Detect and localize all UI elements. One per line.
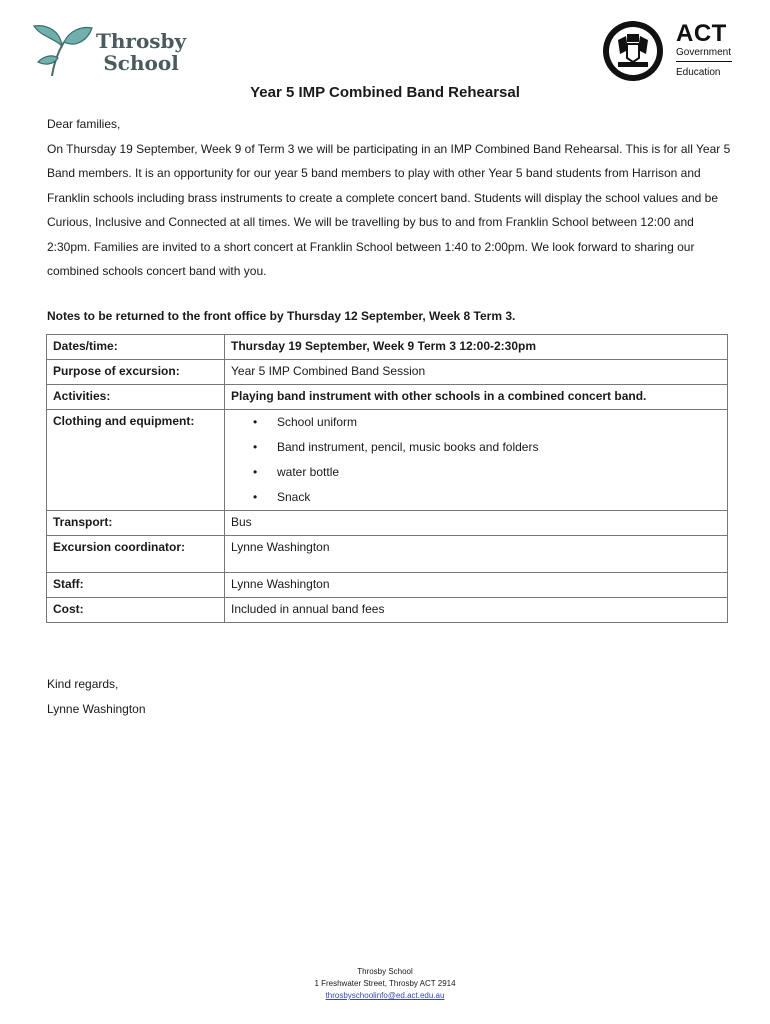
- school-logo-line2: School: [103, 51, 179, 75]
- act-logo-text: ACT: [676, 20, 727, 47]
- table-row: [47, 385, 728, 410]
- activities-label: Activities:: [47, 385, 225, 410]
- staff-value: Lynne Washington: [225, 573, 728, 598]
- footer-address: 1 Freshwater Street, Throsby ACT 2914: [314, 979, 456, 988]
- footer-school: Throsby School: [357, 967, 413, 976]
- coordinator-value: Lynne Washington: [225, 536, 728, 573]
- equipment-list: [231, 410, 721, 510]
- purpose-label: Purpose of excursion:: [47, 360, 225, 385]
- coordinator-label: Excursion coordinator:: [47, 536, 225, 573]
- return-notes: Notes to be returned to the front office by Thursday 12 September, Week 8 Term 3.: [47, 309, 516, 323]
- government-logo-text: Government: [676, 47, 732, 62]
- leaf-logo-icon: [32, 18, 94, 78]
- list-item: • Band instrument, pencil, music books and folders: [231, 435, 721, 460]
- table-row: [47, 536, 728, 573]
- regards: Kind regards,: [47, 677, 119, 691]
- education-logo-text: Education: [676, 67, 721, 78]
- staff-label: Staff:: [47, 573, 225, 598]
- transport-label: Transport:: [47, 511, 225, 536]
- act-crest-icon: [600, 20, 666, 82]
- school-logo-text: [96, 30, 186, 74]
- dates-label: Dates/time:: [47, 335, 225, 360]
- list-item: • water bottle: [231, 460, 721, 485]
- footer-email-link[interactable]: throsbyschoolinfo@ed.act.edu.au: [325, 991, 445, 1000]
- list-item: • Snack: [231, 485, 721, 510]
- footer: [0, 966, 770, 1002]
- table-row: [47, 598, 728, 623]
- dates-value: Thursday 19 September, Week 9 Term 3 12:00-2:30pm: [225, 335, 728, 360]
- clothing-value: [225, 410, 728, 511]
- table-row: [47, 410, 728, 511]
- throsby-school-logo: [32, 18, 192, 80]
- transport-value: Bus: [225, 511, 728, 536]
- cost-label: Cost:: [47, 598, 225, 623]
- table-row: [47, 360, 728, 385]
- table-row: [47, 573, 728, 598]
- table-row: [47, 335, 728, 360]
- greeting: Dear families,: [47, 117, 121, 131]
- act-government-logo: [600, 20, 736, 84]
- signature-name: Lynne Washington: [47, 701, 146, 716]
- cost-value: Included in annual band fees: [225, 598, 728, 623]
- letter-body: [47, 112, 737, 284]
- activities-value: Playing band instrument with other schools in a combined concert band.: [225, 385, 728, 410]
- clothing-label: Clothing and equipment:: [47, 410, 225, 511]
- purpose-value: Year 5 IMP Combined Band Session: [225, 360, 728, 385]
- document-title: Year 5 IMP Combined Band Rehearsal: [250, 84, 520, 101]
- school-logo-line1: Throsby: [96, 29, 187, 53]
- list-item: • School uniform: [231, 410, 721, 435]
- excursion-details-table: [46, 334, 728, 623]
- intro-paragraph: On Thursday 19 September, Week 9 of Term 3 we will be participating in an IMP Combined Band Rehearsal. This is for all Year 5 Band members. It is an opportunity for our year 5 band members to play with other Year 5 band students from Harrison and Franklin schools including brass instruments to create a complete concert band. Students will display the school values and be Curious, Inclusive and Connected at all times. We will be travelling by bus to and from Franklin School between 12:00 and 2:30pm. Families are invited to a short concert at Franklin School between 1:40 to 2:00pm. We look forward to sharing our combined schools concert band with you.: [47, 141, 731, 278]
- table-row: [47, 511, 728, 536]
- closing: [47, 672, 146, 721]
